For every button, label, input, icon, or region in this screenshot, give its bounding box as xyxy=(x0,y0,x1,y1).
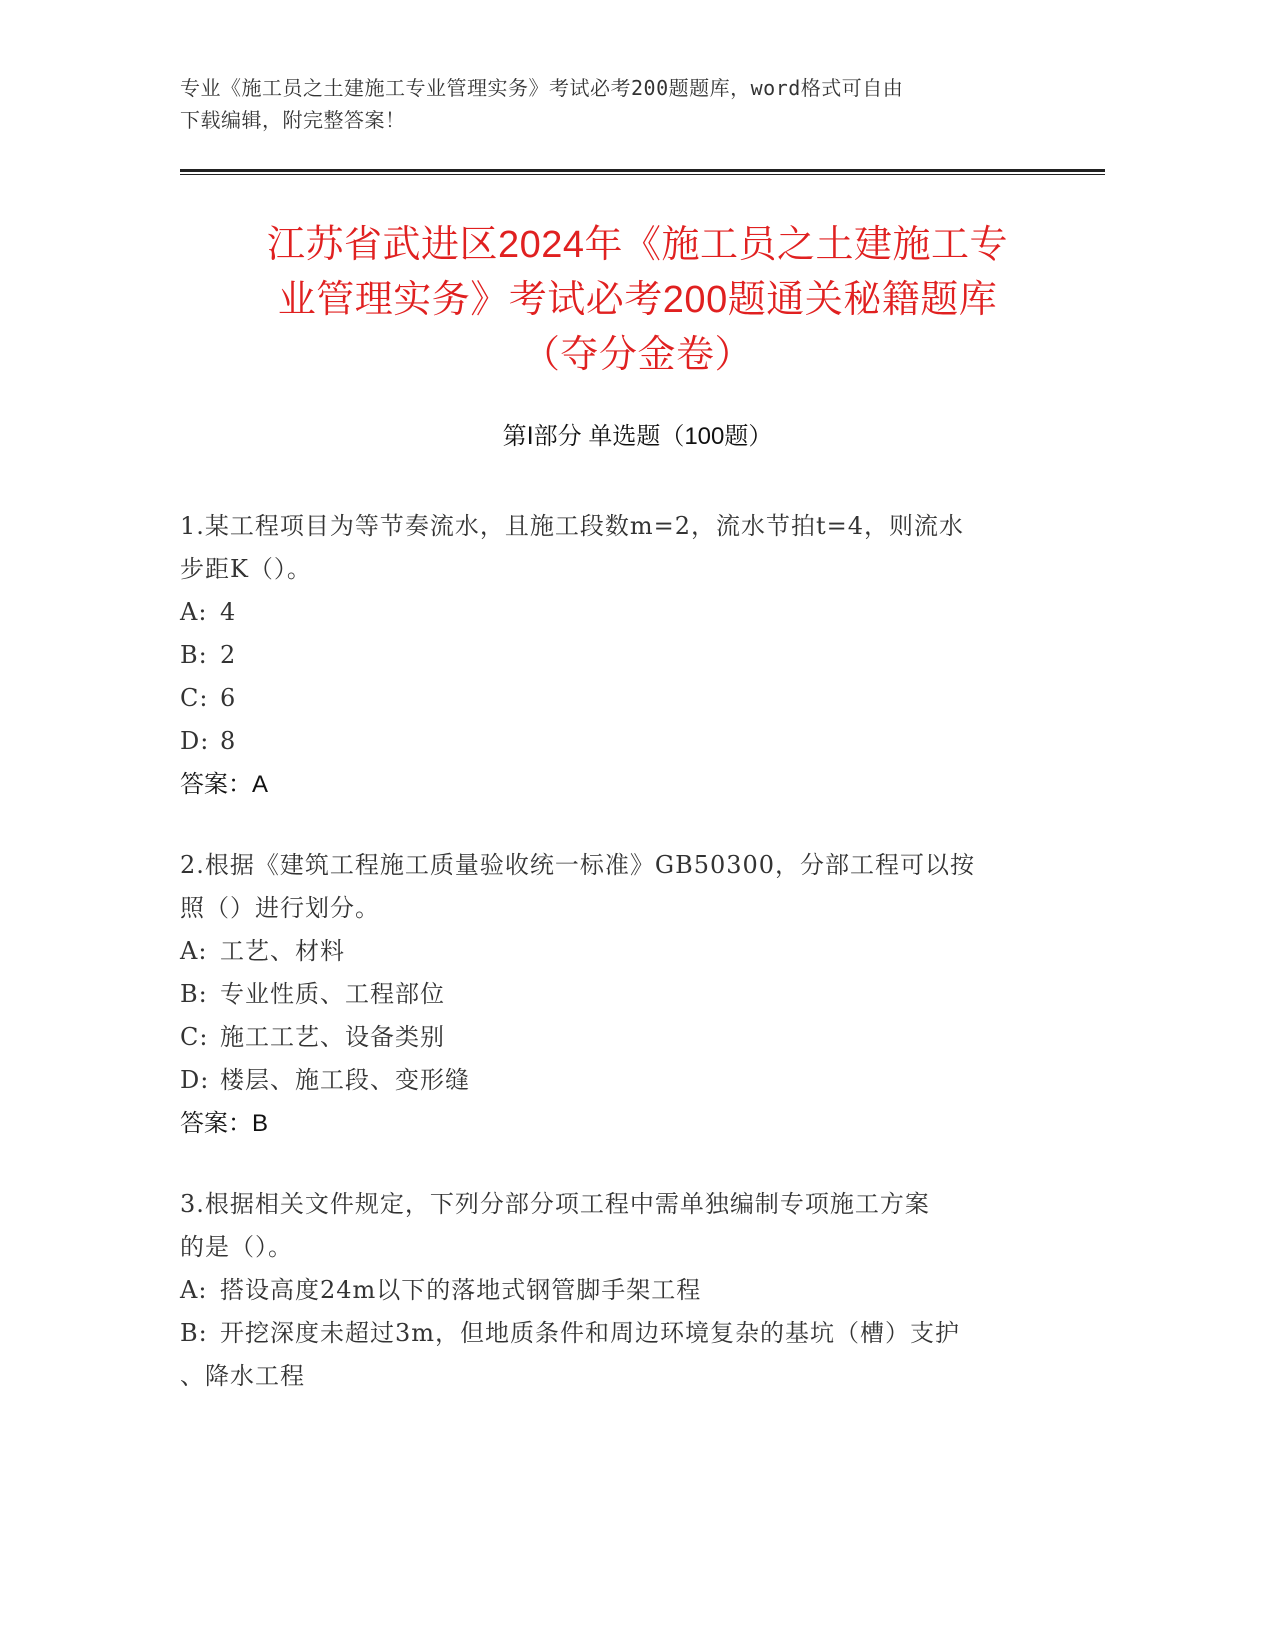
option-text: 楼层、施工段、变形缝 xyxy=(220,1066,470,1094)
option-a xyxy=(180,1269,1040,1312)
question-stem-line: 2.根据《建筑工程施工质量验收统一标准》GB50300，分部工程可以按 xyxy=(180,851,976,879)
option-label: B: xyxy=(180,1319,208,1347)
option-text: 施工工艺、设备类别 xyxy=(220,1023,445,1051)
option-text: 工艺、材料 xyxy=(220,937,345,965)
option-b xyxy=(180,1312,1040,1355)
option-label: C: xyxy=(180,684,209,712)
option-label: D: xyxy=(180,1066,210,1094)
question-stem-line: 1.某工程项目为等节奏流水，且施工段数m=2，流水节拍t=4，则流水 xyxy=(180,512,965,540)
option-continuation: 、降水工程 xyxy=(180,1362,305,1390)
option-text: 专业性质、工程部位 xyxy=(220,980,445,1008)
header-note xyxy=(180,72,1060,136)
question-1 xyxy=(180,505,1040,806)
option-label: B: xyxy=(180,641,208,669)
option-label: C: xyxy=(180,1023,209,1051)
option-text: 6 xyxy=(220,684,237,712)
option-c xyxy=(180,677,1040,720)
answer-line: 答案：B xyxy=(180,1110,269,1137)
option-label: A: xyxy=(180,598,208,626)
question-list xyxy=(180,505,1040,1436)
question-3 xyxy=(180,1183,1040,1398)
option-text: 4 xyxy=(220,598,237,626)
question-2 xyxy=(180,844,1040,1145)
option-label: B: xyxy=(180,980,208,1008)
option-label: D: xyxy=(180,727,210,755)
document-title xyxy=(150,218,1125,383)
option-d xyxy=(180,720,1040,763)
question-stem-line: 3.根据相关文件规定，下列分部分项工程中需单独编制专项施工方案 xyxy=(180,1190,930,1218)
option-text: 搭设高度24m以下的落地式钢管脚手架工程 xyxy=(220,1276,702,1304)
document-title-line-1: 江苏省武进区2024年《施工员之土建施工专 xyxy=(266,224,1009,266)
option-b xyxy=(180,634,1040,677)
header-divider-thin xyxy=(180,174,1105,175)
option-c xyxy=(180,1016,1040,1059)
header-divider-thick xyxy=(180,169,1105,172)
question-stem-line: 的是（）。 xyxy=(180,1233,293,1261)
option-d xyxy=(180,1059,1040,1102)
option-label: A: xyxy=(180,937,208,965)
header-note-line-2: 下载编辑，附完整答案！ xyxy=(180,108,406,132)
section-heading: 第Ⅰ部分 单选题（100题） xyxy=(502,423,773,450)
document-title-line-3: （夺分金卷） xyxy=(521,334,753,376)
header-note-line-1: 专业《施工员之土建施工专业管理实务》考试必考200题题库，word格式可自由 xyxy=(180,76,904,100)
option-label: A: xyxy=(180,1276,208,1304)
option-text: 8 xyxy=(220,727,237,755)
option-text: 开挖深度未超过3m，但地质条件和周边环境复杂的基坑（槽）支护 xyxy=(220,1319,961,1347)
option-a xyxy=(180,930,1040,973)
option-b xyxy=(180,973,1040,1016)
question-stem-line: 步距K（）。 xyxy=(180,555,312,583)
option-text: 2 xyxy=(220,641,237,669)
question-stem-line: 照（）进行划分。 xyxy=(180,894,380,922)
option-a xyxy=(180,591,1040,634)
document-title-line-2: 业管理实务》考试必考200题通关秘籍题库 xyxy=(277,279,998,321)
answer-line: 答案：A xyxy=(180,771,269,798)
